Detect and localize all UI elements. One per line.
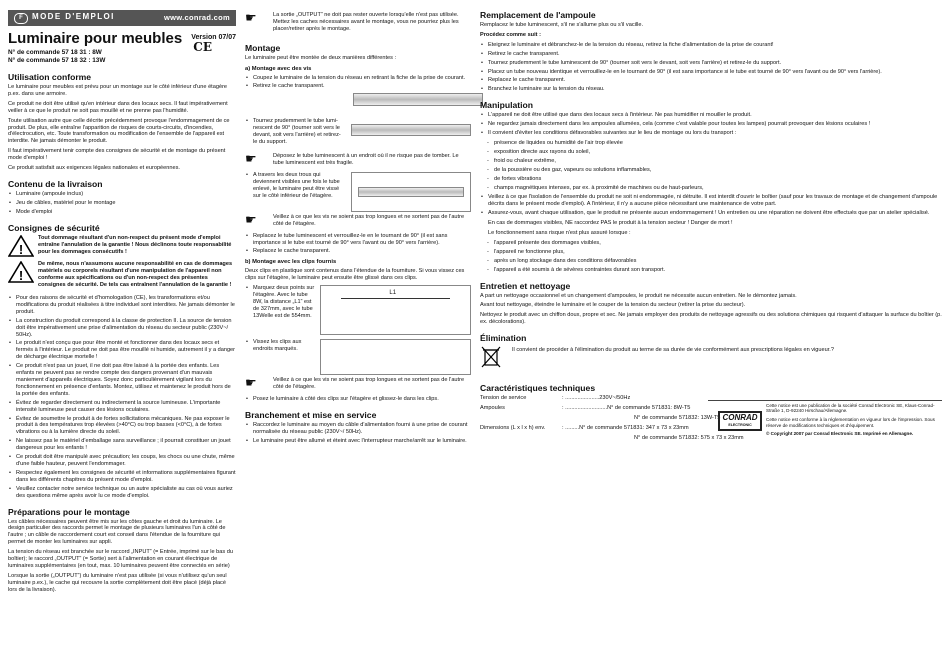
list-item: • Branchez le luminaire sur la tension du réseau. bbox=[488, 86, 942, 93]
risk-list bbox=[480, 240, 942, 274]
section-securite: Consignes de sécurité bbox=[8, 222, 100, 233]
paragraph: En cas de dommages visibles, NE raccordez PAS le produit à la tension secteur ! Danger de mort ! bbox=[488, 220, 733, 227]
section-preparations: Préparations pour le montage bbox=[8, 506, 130, 517]
list-item: - de fortes vibrations bbox=[494, 176, 942, 183]
note-text: Déposez le tube luminescent à un endroit où il ne risque pas de tomber. Le tube luminescent est très fragile. bbox=[273, 152, 459, 166]
table-row: Ampoules : ...........................N° de commande 571831: 8W-T5 bbox=[480, 405, 691, 412]
remplacement-list bbox=[480, 42, 942, 93]
svg-text:!: ! bbox=[18, 268, 24, 284]
list-item: - après un long stockage dans des conditions défavorables bbox=[494, 258, 942, 265]
note-text: La sortie „OUTPUT“ ne doit pas rester ouverte lorsqu'elle n'est pas utilisée. Mettez les caches nécessaires avant le montage, vous ne pourriez plus les placer/retirer après le montage. bbox=[273, 12, 459, 32]
footer bbox=[708, 400, 942, 445]
list-item: - champs magnétiques intenses, par ex. à proximité de machines ou de haut-parleurs, bbox=[494, 185, 942, 192]
section-contenu: Contenu de la livraison bbox=[8, 178, 103, 189]
branchement-list bbox=[245, 422, 471, 445]
paragraph: Le luminaire pour meubles est prévu pour un montage sur le côté inférieur d'une étagère p.ex. dans une armoire. bbox=[8, 84, 228, 97]
list-item: • Coupez le luminaire de la tension du réseau en retirant la fiche de la prise de courant. bbox=[253, 75, 471, 82]
list-item: • Il convient d'éviter les conditions défavorables suivantes sur le lieu de montage ou lors du transport : bbox=[488, 130, 942, 137]
list-item: • Placez un tube nouveau identique et verrouillez-le en le tournant de 90° (il est sans importance si le tube est tourné de 90° vers l'avant ou de 90° vers l'arrière). bbox=[488, 69, 942, 76]
list-item: • Ne laissez pas le matériel d'emballage sans surveillance ; il pourrait constituer un jouet dangereux pour les enfants ! bbox=[16, 438, 236, 452]
list-item: • Posez le luminaire à côté des clips sur l'étagère et glissez-le dans les clips. bbox=[253, 396, 471, 403]
order-number-1: N° de commande 57 18 31 : 8W bbox=[8, 49, 102, 56]
subsection-a: a) Montage avec des vis bbox=[245, 65, 312, 72]
shelf-distance-illustration bbox=[320, 285, 471, 335]
tube-rotation-illustration bbox=[351, 124, 471, 136]
paragraph: Les câbles nécessaires peuvent être mis sur les côtes gauche et droit du luminaire. Le design particulier des raccords permet le montage de plusieurs luminaires l'un à côté de l'autre ; un câble de raccordement court est conseil dans l'étendue de la fourniture qui permet de monter les luminaires sur appli. bbox=[8, 518, 226, 546]
table-row: N° de commande 571832: 13W-T5 bbox=[634, 415, 721, 421]
note-block bbox=[245, 377, 471, 394]
list-item: • Pour des raisons de sécurité et d'homologation (CE), les transformations et/ou modifications du produit réalisées à titre individuel sont interdites. Ne jamais démonter le produit. bbox=[16, 295, 236, 316]
warning-text-2: De même, nous n'assumons aucune responsabilité en cas de dommages matériels ou corporels résultant d'une manipulation de l'appareil non conforme aux spécifications ou d'un non-respect des présentes consignes de sécurité. De tels cas entraînent l'annulation de la garantie ! bbox=[38, 261, 233, 289]
subsection-b: b) Montage avec les clips fournis bbox=[245, 259, 337, 266]
manipulation-list-2 bbox=[480, 194, 942, 217]
list-item: - l'appareil présente des dommages visibles, bbox=[494, 240, 942, 247]
list-item: • Raccordez le luminaire au moyen du câble d'alimentation fourni à une prise de courant normalisée du réseau public (230V~/ 50Hz). bbox=[253, 422, 471, 436]
list-item: • Le luminaire peut être allumé et éteint avec l'interrupteur marche/arrêt sur le luminaire. bbox=[253, 438, 471, 445]
table-row: N° de commande 571832: 575 x 73 x 23mm bbox=[634, 434, 744, 441]
column-3 bbox=[480, 10, 942, 445]
paragraph: Ce produit ne doit être utilisé qu'en intérieur dans des locaux secs. Il faut impérativement veiller à ce que le produit ne soit pas mouillé et ne prenne pas l'humidité. bbox=[8, 100, 228, 114]
list-item: • Tournez prudemment le tube luminescent de 90° (tourner soit vers le devant, soit vers l'arrière) et retirez-le du support. bbox=[253, 118, 345, 146]
note-text: Veillez à ce que les vis ne soient pas trop longues et ne sortent pas de l'autre côté de l'étagère. bbox=[273, 213, 465, 227]
list-item: • Replacez le cache transparent. bbox=[253, 248, 471, 255]
svg-text:!: ! bbox=[18, 241, 24, 257]
paragraph: Remplacez le tube luminescent, s'il ne s'allume plus ou s'il vacille. bbox=[480, 22, 644, 28]
warning-block-2 bbox=[8, 261, 236, 292]
marking-block bbox=[245, 285, 471, 335]
mode-emploi-heading: F MODE D'EMPLOI bbox=[14, 13, 115, 24]
warning-triangle-icon bbox=[8, 261, 34, 283]
section-remplacement: Remplacement de l'ampoule bbox=[480, 10, 596, 20]
paragraph: Nettoyez le produit avec un chiffon doux, propre et sec. Ne jamais employer des produits de nettoyage agressifs ou des solutions chimiques qui risquent d'attaquer la surface du boîtier (p. ex. décolorations). bbox=[480, 312, 942, 326]
list-item: - l'appareil a été soumis à de sévères contraintes durant son transport. bbox=[494, 267, 942, 274]
footer-text: Cette notice est une publication de la société Conrad Electronic SE, Klaus-Conrad-Straße 1, D-92240 Hirschau/Allemagne. Cette notice est conforme à la réglementation en vigueur lors de l'impression. Sous réserve de modifications techniques et d'équipement. © Copyright 2007 par Conrad Electronic SE. Imprimé en Allemagne. bbox=[766, 402, 935, 437]
paragraph: Il faut impérativement tenir compte des consignes de sécurité et de montage du présent mode d'emploi ! bbox=[8, 148, 226, 162]
ce-mark: CE bbox=[193, 40, 212, 54]
section-montage: Montage bbox=[245, 42, 281, 53]
paragraph: Il convient de procéder à l'élimination du produit au terme de sa durée de vie conformément aux prescriptions légales en vigueur.? bbox=[512, 347, 834, 354]
list-item: • Marquez deux points sur l'étagère. Avec le tube 8W, la distance „L1“ est de 327mm, avec le tube 13Welle est de 554mm. bbox=[253, 285, 314, 320]
distance-label: L1 bbox=[389, 290, 397, 297]
paragraph: La tension du réseau est branchée sur le raccord „INPUT“ (= Entrée, imprimé sur le bas du boîtier); le raccord „OUTPUT“ (= Sortie) sert à l'alimentation en courant électrique de luminaires supplémentaires (en tout, max. 10 luminaires peuvent être connectés en série) bbox=[8, 549, 233, 569]
securite-list bbox=[8, 295, 236, 499]
screw-mount-illustration bbox=[351, 172, 471, 212]
pointing-hand-icon: ☛ bbox=[245, 375, 257, 391]
column-1 bbox=[8, 10, 236, 597]
section-caracteristiques: Caractéristiques techniques bbox=[480, 383, 596, 394]
note-block bbox=[245, 150, 471, 170]
pointing-hand-icon: ☛ bbox=[245, 10, 257, 25]
note-block bbox=[245, 211, 471, 231]
list-item: - l'appareil ne fonctionne plus, bbox=[494, 249, 942, 256]
list-item: - de la poussière ou des gaz, vapeurs ou solutions inflammables, bbox=[494, 167, 942, 174]
specs-table bbox=[480, 395, 746, 445]
note-block bbox=[245, 12, 471, 36]
pointing-hand-icon: ☛ bbox=[245, 211, 257, 227]
order-number-2: N° de commande 57 18 32 : 13W bbox=[8, 57, 106, 64]
manipulation-list bbox=[480, 112, 942, 137]
list-item: • Ne regardez jamais directement dans les ampoules allumées, cela (comme c'est valable pour toutes les lampes) pourrait provoquer des lésions oculaires ! bbox=[488, 121, 942, 128]
paragraph: A part un nettoyage occasionnel et un changement d'ampoules, le produit ne nécessite aucun entretien. Ne le démontez jamais. bbox=[480, 292, 797, 299]
warning-block-1 bbox=[8, 235, 236, 259]
clips-illustration bbox=[320, 339, 471, 375]
clips-block bbox=[245, 339, 471, 375]
list-item: • Eteignez le luminaire et débranchez-le de la tension du réseau, retirez la fiche d'alimentation de la prise de courant! bbox=[488, 42, 942, 49]
list-item: • Luminaire (ampoule inclus) bbox=[16, 191, 236, 198]
list-item: • Veillez à ce que l'isolation de l'ensemble du produit ne soit ni endommagée, ni détruite. Il est interdit d'ouvrir le boîtier (sauf pour les travaux de montage et de changement d'ampoule décrits dans le présent mode d'emploi). A l'intérieur, il n'y a aucune pièce nécessitant une maintenance de votre part. bbox=[488, 194, 942, 208]
section-manipulation: Manipulation bbox=[480, 100, 533, 111]
list-item: • A travers les deux trous qui deviennent visibles une fois le tube enlevé, le luminaire peut être vissé sur le côté inférieur de l'étagère. bbox=[253, 172, 345, 200]
paragraph: Toute utilisation autre que celle décrite précédemment provoque l'endommagement de ce produit. De plus, elle entraîne l'apparition de risques de courts-circuits, d'incendies, d'électrocution, etc. Toute transformation ou modification de l'ensemble de l'appareil est interdite. Ne jamais démonter le produit. bbox=[8, 117, 230, 145]
list-item: • Tournez prudemment le tube luminescent de 90° (tourner soit vers le devant, soit vers l'arrière) et retirez-le du support. bbox=[488, 60, 942, 67]
paragraph: Lorsque la sortie („OUTPUT“) du luminaire n'est pas utilisée (si vous n'utilisez qu'un seul luminaire p.ex.), le cache qui recouvre la sortie complètement doit être placé (déjà placé lors de la livraison). bbox=[8, 572, 227, 593]
page-title: Luminaire pour meubles bbox=[8, 30, 183, 47]
list-item: • Replacez le tube luminescent et verrouillez-le en le tournant de 90° (il est sans importance si le tube est tourné de 90° vers l'avant ou de 90° vers l'arrière). bbox=[253, 233, 471, 247]
list-item: • Jeu de câbles, matériel pour le montage bbox=[16, 200, 236, 207]
paragraph: Deux clips en plastique sont contenus dans l'étendue de la fourniture. Si vous vissez ces clips sur l'étagère, le luminaire peut ensuite être glissé dans ces clips. bbox=[245, 268, 465, 282]
paragraph: Le luminaire peut être montée de deux manières différentes : bbox=[245, 54, 397, 61]
column-2 bbox=[245, 10, 471, 447]
crossed-bin-icon bbox=[480, 345, 502, 369]
header-bar bbox=[8, 10, 236, 26]
paragraph: Le fonctionnement sans risque n'est plus assuré lorsque : bbox=[488, 230, 631, 237]
language-badge: F bbox=[14, 13, 28, 24]
list-item: • L'appareil ne doit être utilisé que dans des locaux secs à l'intérieur. Ne pas humidifier ni mouiller le produit. bbox=[488, 112, 942, 119]
list-item: • Évitez de regarder directement ou indirectement la source lumineuse. L'importante intensité lumineuse peut causer des lésions oculaires. bbox=[16, 400, 236, 414]
paragraph: Ce produit satisfait aux exigences légales nationales et européennes. bbox=[8, 165, 180, 172]
list-item: - présence de liquides ou humidité de l'air trop élevée bbox=[494, 140, 942, 147]
warning-triangle-icon bbox=[8, 235, 34, 257]
list-item: • Assurez-vous, avant chaque utilisation, que le produit ne présente aucun endommagement ! Un entretien ou une réparation ne doivent être effectués que par un atelier spécialisé. bbox=[488, 210, 942, 217]
paragraph: Avant tout nettoyage, éteindre le luminaire et le couper de la tension du secteur (retirer la prise du secteur). bbox=[480, 302, 746, 309]
list-item: • Vissez les clips aux endroits marqués. bbox=[253, 339, 314, 353]
section-entretien: Entretien et nettoyage bbox=[480, 280, 571, 291]
section-branchement: Branchement et mise en service bbox=[245, 409, 377, 420]
list-item: • Retirez le cache transparent. bbox=[488, 51, 942, 58]
elimination-block bbox=[480, 345, 942, 369]
luminaire-illustration bbox=[353, 93, 483, 106]
list-item: • Respectez également les consignes de sécurité et informations supplémentaires figurant dans les différents chapitres du présent mode d'emploi. bbox=[16, 470, 236, 484]
note-text: Veillez à ce que les vis ne soient pas trop longues et ne sortent pas de l'autre côté de l'étagère. bbox=[273, 377, 465, 390]
section-utilisation: Utilisation conforme bbox=[8, 72, 92, 82]
table-row: Dimensions (L x l x h) env. : .........N° de commande 571831: 347 x 73 x 23mm bbox=[480, 424, 689, 431]
list-item: • Ce produit doit être manipulé avec précaution; les coups, les chocs ou une chute, même d'une faible hauteur, peuvent l'endommager. bbox=[16, 454, 236, 468]
procedure-label: Procédez comme suit : bbox=[480, 31, 541, 38]
list-item: • Veuillez contacter notre service technique ou un autre spécialiste au cas où vous auriez des questions même après avoir lu ce mode d'emploi. bbox=[16, 486, 236, 500]
list-item: • Le produit n'est conçu que pour être monté et fonctionner dans des locaux secs et fermés à l'intérieur. Le produit ne doit pas être mouillé ni humide, autrement il y a danger de décharge électrique mortelle ! bbox=[16, 340, 236, 361]
table-row: Tension de service : ......................230V~/50Hz bbox=[480, 395, 631, 402]
list-item: - froid ou chaleur extrême, bbox=[494, 158, 942, 165]
rotate-tube-block bbox=[245, 118, 471, 151]
list-item: • Replacez le cache transparent. bbox=[488, 77, 942, 84]
version-label: Version 07/07 bbox=[191, 34, 236, 41]
list-item: • La construction du produit correspond à la classe de protection II. La source de tension doit être impérativement une prise d'alimentation du réseau du secteur public (230V~/ 50Hz). bbox=[16, 318, 236, 339]
list-item: • Mode d'emploi bbox=[16, 209, 236, 216]
pointing-hand-icon: ☛ bbox=[245, 150, 257, 166]
conrad-logo: CONRAD ELECTRONIC bbox=[718, 411, 762, 431]
screw-holes-block bbox=[245, 172, 471, 212]
montage-a-list-2 bbox=[245, 233, 471, 256]
list-item: • Retirez le cache transparent. bbox=[253, 83, 471, 90]
montage-a-list bbox=[245, 75, 471, 91]
website-url[interactable]: www.conrad.com bbox=[163, 12, 230, 22]
contenu-list bbox=[8, 191, 236, 216]
montage-b-list bbox=[245, 396, 471, 403]
list-item: • Évitez de soumettre le produit à de fortes sollicitations mécaniques. Ne pas exposer le produit à des températures trop élevées (>40°C) ou trop basses (<0°C), à de fortes vibrations ou à la lumière directe du soleil. bbox=[16, 416, 236, 437]
section-elimination: Élimination bbox=[480, 333, 527, 344]
list-item: • Ce produit n'est pas un jouet, il ne doit pas être laissé à la portée des enfants. Les enfants ne peuvent pas se rendre compte des dangers provenant d'un mauvais maniement d'appareils électriques. Soyez donc particulièrement vigilant lors du fonctionnement en présence d'enfants. Montez, utilisez et maintenez le produit hors de la portée des enfants. bbox=[16, 363, 236, 398]
conditions-list bbox=[480, 140, 942, 191]
list-item: - exposition directe aux rayons du soleil, bbox=[494, 149, 942, 156]
warning-text-1: Tout dommage résultant d'un non-respect du présent mode d'emploi entraîne l'annulation de la garantie ! Nous déclinons toute responsabilité pour les dommages consécutifs ! bbox=[38, 234, 232, 255]
